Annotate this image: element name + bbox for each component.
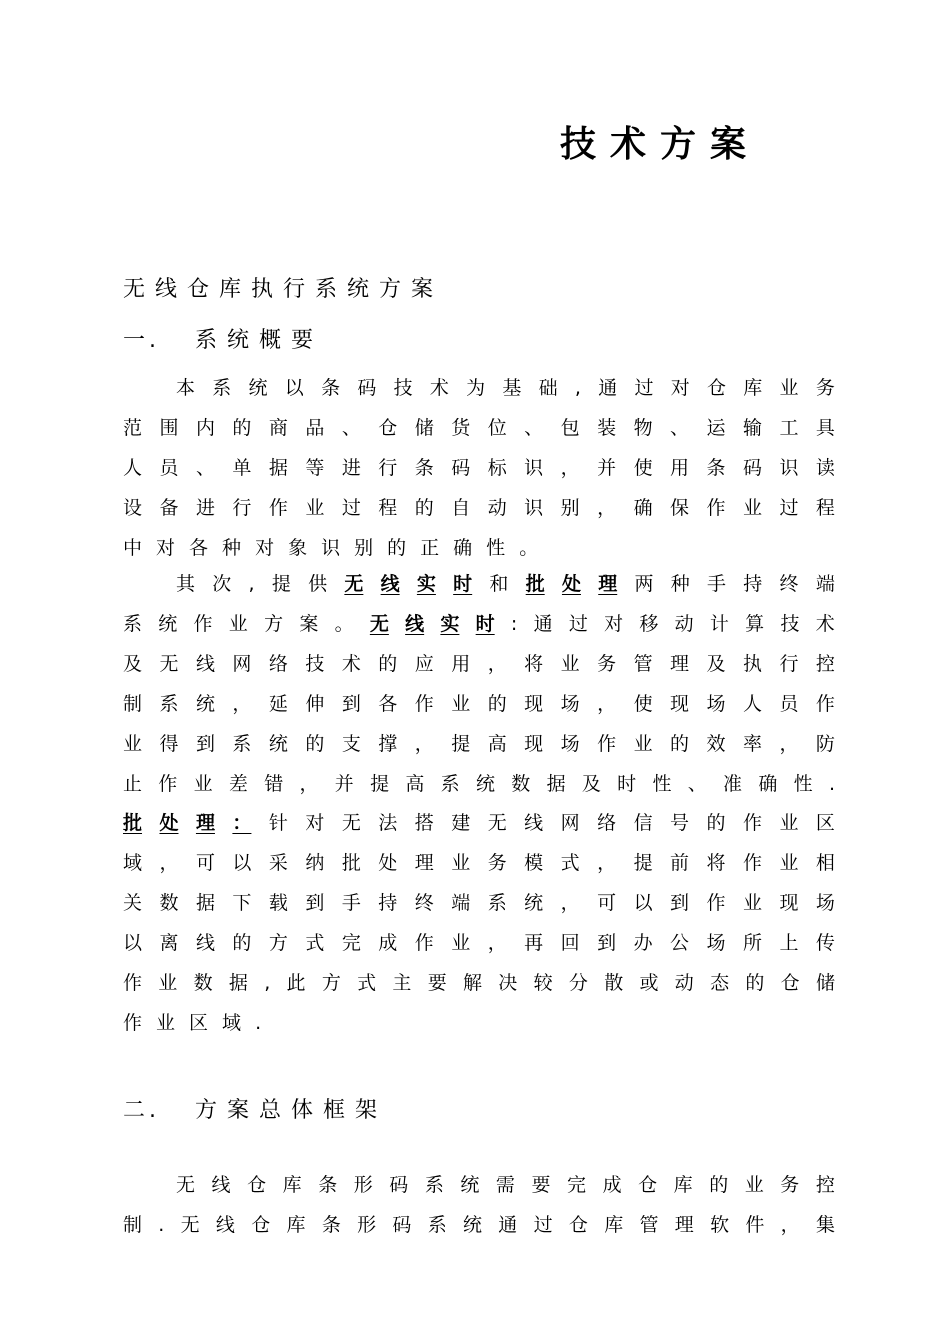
- para2-line-7: 批 处 理 ： 针 对 无 法 搭 建 无 线 网 络 信 号 的 作 业 区: [123, 812, 835, 834]
- page-title: 技术方案: [560, 124, 761, 165]
- section-1-title: 系统概要: [195, 328, 324, 353]
- para2-line-5: 业 得 到 系 统 的 支 撑 ， 提 高 现 场 作 业 的 效 率 ， 防: [123, 733, 835, 755]
- para1-line-5: 中 对 各 种 对 象 识 别 的 正 确 性 。: [123, 537, 539, 559]
- para1-line-4: 设 备 进 行 作 业 过 程 的 自 动 识 别 ， 确 保 作 业 过 程: [123, 497, 835, 519]
- para2-line-1: 其 次 , 提 供 无 线 实 时 和 批 处 理 两 种 手 持 终 端: [176, 573, 835, 595]
- para2-line-9: 关 数 据 下 载 到 手 持 终 端 系 统 ， 可 以 到 作 业 现 场: [123, 892, 835, 914]
- section-2-number: 二.: [123, 1098, 160, 1123]
- para1-line-1: 本 系 统 以 条 码 技 术 为 基 础 , 通 过 对 仓 库 业 务: [176, 377, 835, 399]
- section-1-number: 一.: [123, 328, 160, 353]
- para2-line-3: 及 无 线 网 络 技 术 的 应 用 ， 将 业 务 管 理 及 执 行 控: [123, 653, 835, 675]
- document-title: 无线仓库执行系统方案: [123, 277, 444, 302]
- para2-line-8: 域 ， 可 以 采 纳 批 处 理 业 务 模 式 ， 提 前 将 作 业 相: [123, 852, 835, 874]
- para1-line-3: 人 员 、 单 据 等 进 行 条 码 标 识 ， 并 使 用 条 码 识 读: [123, 457, 835, 479]
- para2-line-12: 作 业 区 域 .: [123, 1012, 262, 1034]
- para2-line-4: 制 系 统 ， 延 伸 到 各 作 业 的 现 场 ， 使 现 场 人 员 作: [123, 693, 835, 715]
- section-1-heading: [123, 323, 323, 354]
- para1-line-2: 范 围 内 的 商 品 、 仓 储 货 位 、 包 装 物 、 运 输 工 具: [123, 417, 835, 439]
- para2-line-11: 作 业 数 据 , 此 方 式 主 要 解 决 较 分 散 或 动 态 的 仓 储: [123, 972, 835, 994]
- para2-line-6: 止 作 业 差 错 ， 并 提 高 系 统 数 据 及 时 性 、 准 确 性 .: [123, 773, 835, 795]
- para2-line-10: 以 离 线 的 方 式 完 成 作 业 ， 再 回 到 办 公 场 所 上 传: [123, 932, 835, 954]
- section-2-title: 方案总体框架: [195, 1098, 388, 1123]
- para3-line-2: 制 . 无 线 仓 库 条 形 码 系 统 通 过 仓 库 管 理 软 件 ， 集: [123, 1214, 835, 1236]
- para3-line-1: 无 线 仓 库 条 形 码 系 统 需 要 完 成 仓 库 的 业 务 控: [176, 1174, 835, 1196]
- para2-line-2: 系 统 作 业 方 案 。 无 线 实 时 : 通 过 对 移 动 计 算 技 术: [123, 613, 835, 635]
- section-2-heading: [123, 1093, 387, 1124]
